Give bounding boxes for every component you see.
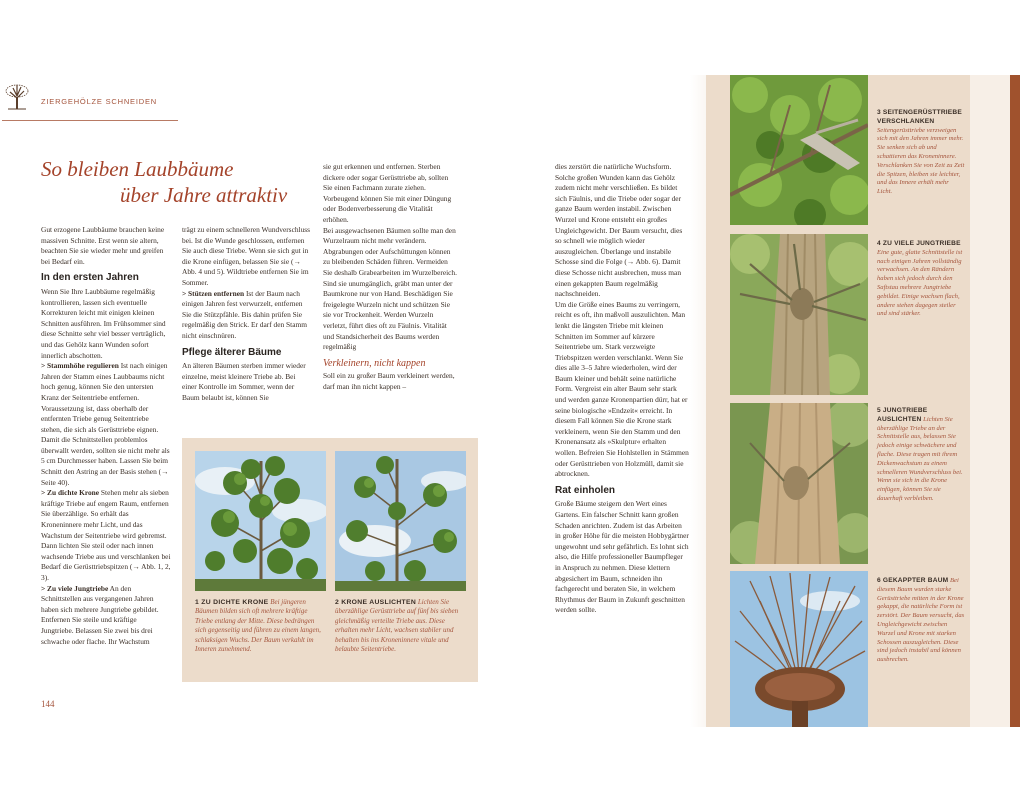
- title-line2: über Jahre attraktiv: [120, 183, 288, 207]
- intro-paragraph: Gut erzogene Laubbäume brauchen keine massiven Schnitte. Erst wenn sie altern, beachten Sie sie wieder mehr und greifen bei Bedarf ein.: [41, 225, 165, 266]
- tree-photo-2: [335, 451, 466, 591]
- paragraph: sie gut erkennen und entfernen. Sterben dickere oder sogar Gerüsttriebe ab, sollten Sie einen Fachmann zurate ziehen. Vorbeugend können Sie mit einer Düngung oder Bodenverbesserung die Vitalität erhöhen.: [323, 162, 452, 224]
- photo-branch-thinning: [730, 75, 868, 225]
- caption-text: Seitengerüsttriebe verzweigen sich mit den Jahren immer mehr. Sie senken sich ab und schattieren das Kroneninnere. Verschlanken Sie von Zeit zu Zeit die Spitzen, bleiben sie leichter, und das Innere erhält mehr Licht.: [877, 126, 965, 196]
- paragraph: Soll ein zu großer Baum verkleinert werden, darf man ihn nicht kappen –: [323, 371, 455, 391]
- paragraph: dies zerstört die natürliche Wuchsform. Solche großen Wunden kann das Gehölz zudem nicht mehr verschließen. Es bildet sich Fäulnis, und die Triebe oder sogar der ganze Baum werden instabil. Zwischen Wurzel und Krone entsteht ein großes Ungleichgewicht. Der Baum versucht, dies so schnell wie möglich wieder auszugleichen. Überlange und instabile Schosse sind die Folge (→ Abb. 6). Damit diese Schosse nicht ausbrechen, muss man einen gekappten Baum regelmäßig nachschneiden.: [555, 162, 683, 299]
- caption-2: [335, 598, 466, 654]
- bullet-label: > Stammhöhe regulieren: [41, 361, 119, 371]
- page-number: 144: [41, 699, 55, 709]
- heading-reduce: Verkleinern, nicht kappen: [323, 357, 426, 369]
- header-divider: [2, 120, 178, 121]
- caption-title: 1 ZU DICHTE KRONE: [195, 599, 269, 606]
- photo-box: [182, 438, 478, 682]
- section-header: [0, 83, 178, 121]
- heading-advice: Rat einholen: [555, 484, 616, 496]
- text-column-3: [323, 162, 458, 392]
- paragraph: trägt zu einem schnelleren Wundverschluss bei. Ist die Wunde geschlossen, entfernen Sie auch diese Triebe. Wenn sie sich gut in die Krone einfügen, belassen Sie sie (→ Abb. 4 und 5). Wildtriebe entfernen Sie im Sommer.: [182, 225, 311, 287]
- caption-title: 5 JUNGTRIEBE AUSLICHTEN: [877, 407, 928, 423]
- caption-title: 2 KRONE AUSLICHTEN: [335, 599, 417, 606]
- caption-text: Bei jüngeren Bäumen bilden sich oft mehrere kräftige Triebe entlang der Mitte. Diese bedrängen sich gegenseitig und führen zu einem langen, schlaksigen Wuchs. Der Baum verkahlt im Inneren zunehmend.: [195, 598, 321, 654]
- heading-first-years: In den ersten Jahren: [41, 272, 139, 284]
- bullet-label: > Zu dichte Krone: [41, 488, 100, 498]
- sidebar-accent-bar: [1010, 75, 1020, 727]
- caption-text: Lichten Sie überzählige Triebe an der Schnittstelle aus, belassen Sie jedoch einige schwächere und flache. Diese tragen mit ihrem Dickenwachstum zu einem schnelleren Wundverschluss bei. Wenn sie sich in die Krone einfügen, können Sie sie dauerhaft verbleiben.: [877, 415, 963, 502]
- bullet-paragraph: [41, 361, 171, 488]
- caption-5: [877, 407, 965, 504]
- photo-thinned-shoots: [730, 403, 868, 564]
- caption-3: [877, 109, 965, 197]
- paragraph: Um die Größe eines Baums zu verringern, reicht es oft, ihn maßvoll auszulichten. Man lenkt die längsten Triebe mit kleinen Schnitten im Sommer auf kürzere Seitentriebe um. Stark verzweigte Triebspitzen werden verschlankt. Wenn Sie dies alle 3–5 Jahre wiederholen, wird der Baum kleiner und behält seine natürliche Form. Vergreist ein alter Baum sehr stark und werden ganze Kronenpartien dürr, hat er seine biologische »Endzeit« erreicht. In diesem Fall können Sie die Krone stark verkleinern, wenn Sie den Stamm und den Kronenansatz als »Skulptur« erhalten wollen. Befreien Sie Hohlstellen in Stämmen oder Gerüsttrieben von Holzmüll, damit sie abtrocknen.: [555, 299, 689, 479]
- bullet-paragraph: [41, 584, 171, 648]
- bullet-paragraph: [182, 289, 312, 342]
- bullet-text: Ist der Baum nach einigen Jahren fest verwurzelt, entfernen Sie die Stützpfähle. Bis dahin prüfen Sie regelmäßig den Strick. Er darf den Stamm nicht einschnüren.: [182, 288, 307, 340]
- text-column-1: [41, 225, 171, 647]
- caption-title: 3 SEITENGERÜSTTRIEBE VERSCHLANKEN: [877, 109, 962, 125]
- caption-title: 6 GEKAPPTER BAUM: [877, 577, 949, 584]
- heading-older-trees: Pflege älterer Bäume: [182, 346, 282, 358]
- paragraph: Große Bäume steigern den Wert eines Gartens. Ein falscher Schnitt kann großen Schaden anrichten. Zudem ist das Arbeiten in großer Höhe für die meisten Hobbygärtner ungewohnt und sehr gefährlich. Es lohnt sich also, die Hilfe professioneller Baumpfleger in Anspruch zu nehmen. Diese klettern abgesichert im Baum, schneiden ihn fachgerecht und beraten Sie, in welchem Rhythmus der Baum in Zukunft geschnitten werden sollte.: [555, 499, 689, 615]
- photo-young-shoots: [730, 234, 868, 395]
- bullet-text: An den Schnittstellen aus vergangenen Jahren haben sich mehrere Jungtriebe gebildet. Entfernen Sie steile und kräftige Jungtriebe. Belassen Sie zwei bis drei schwache oder flache. Ihr Wachstum: [41, 583, 159, 646]
- caption-text: Eine gute, glatte Schnittstelle ist nach einigen Jahren vollständig verwachsen. An den Rändern haben sich jedoch durch den Saftstau mehrere Jungtriebe gebildet. Einige wachsen flach, andere stehen dagegen steiler und sind stärker.: [877, 248, 963, 318]
- caption-text: Lichten Sie überzählige Gerüsttriebe auf fünf bis sieben gleichmäßig verteilte Triebe aus. Diese erhalten mehr Licht, wachsen stabiler und behalten bis ins Kroneninnere vitale und belaubte Seitentriebe.: [335, 598, 459, 654]
- tree-photo-1: [195, 451, 326, 591]
- bullet-label: > Zu viele Jungtriebe: [41, 583, 109, 593]
- paragraph: Wenn Sie Ihre Laubbäume regelmäßig kontrollieren, lassen sich eventuelle Korrekturen leicht mit einigen kleinen Schnitten ausführen. Im Frühsommer sind diese Schnitte sehr viel besser verträglich, und das Gehölz kann Wunden sofort innerlich abschotten.: [41, 286, 166, 360]
- caption-text: Bei diesem Baum wurden starke Gerüsttriebe mitten in der Krone gekappt, die natürliche Form ist zerstört. Der Baum versucht, das Ungleichgewicht zwischen Wurzel und Krone mit starken Schossen auszugleichen. Diese sind jedoch instabil und können ausbrechen.: [877, 577, 965, 664]
- bullet-text: Ist nach einigen Jahren der Stamm eines Laubbaums nicht hoch genug, können Sie den untersten Kranz der Seitentriebe entfernen. Voraussetzung ist, dass oberhalb der entfernten Triebe genug Seitentriebe stehen, die sich als Gerüsttriebe eignen. Damit die Schnittstellen problemlos überwallt werden, sollten sie nicht mehr als 5 cm Durchmesser haben. Lassen Sie beim Schnitt den Astring an der Basis stehen (→ Seite 40).: [41, 361, 170, 487]
- caption-4: [877, 240, 965, 319]
- caption-6: [877, 577, 965, 665]
- title-line1: So bleiben Laubbäume: [41, 157, 234, 181]
- caption-title: 4 ZU VIELE JUNGTRIEBE: [877, 240, 961, 247]
- section-label: ZIERGEHÖLZE SCHNEIDEN: [41, 97, 157, 106]
- book-spread: [0, 75, 1020, 727]
- bullet-label: > Stützen entfernen: [182, 288, 245, 298]
- paragraph: Bei ausgewachsenen Bäumen sollte man den Wurzelraum nicht mehr verändern. Abgrabungen oder Aufschüttungen können zu bleibenden Schäden führen. Vermeiden Sie deshalb Grabearbeiten im Wurzelbereich. Sind sie unumgänglich, gräbt man unter der Baumkrone nur von Hand. Beschädigen Sie freigelegte Wurzeln nicht und schützen Sie sie vor Trockenheit. Werden Wurzeln verletzt, führt dies oft zu Fäulnis. Vitalität und Standsicherheit des Baums werden regelmäßig: [323, 225, 457, 352]
- sidebar-edge: [970, 75, 1014, 727]
- text-column-4: [555, 162, 689, 616]
- tree-icon: [4, 83, 30, 111]
- caption-1: [195, 598, 326, 654]
- photo-topped-tree: [730, 571, 868, 727]
- text-column-2: [182, 225, 312, 404]
- bullet-paragraph: [41, 488, 171, 583]
- bullet-text: Stehen mehr als sieben kräftige Triebe auf engem Raum, entfernen Sie überzählige. So erhält das Kroneninnere mehr Licht, und das Wachstum der Seitentriebe wird gebremst. Dann lichten Sie steil oder nach innen wachsende Triebe aus und verschlanken bei Bedarf die Gerüsttriebspitzen (→ Abb. 1, 2, 3).: [41, 488, 171, 582]
- paragraph: An älteren Bäumen sterben immer wieder einzelne, meist kleinere Triebe ab. Bei einer Kontrolle im Sommer, wenn der Baum belaubt ist, können Sie: [182, 361, 306, 402]
